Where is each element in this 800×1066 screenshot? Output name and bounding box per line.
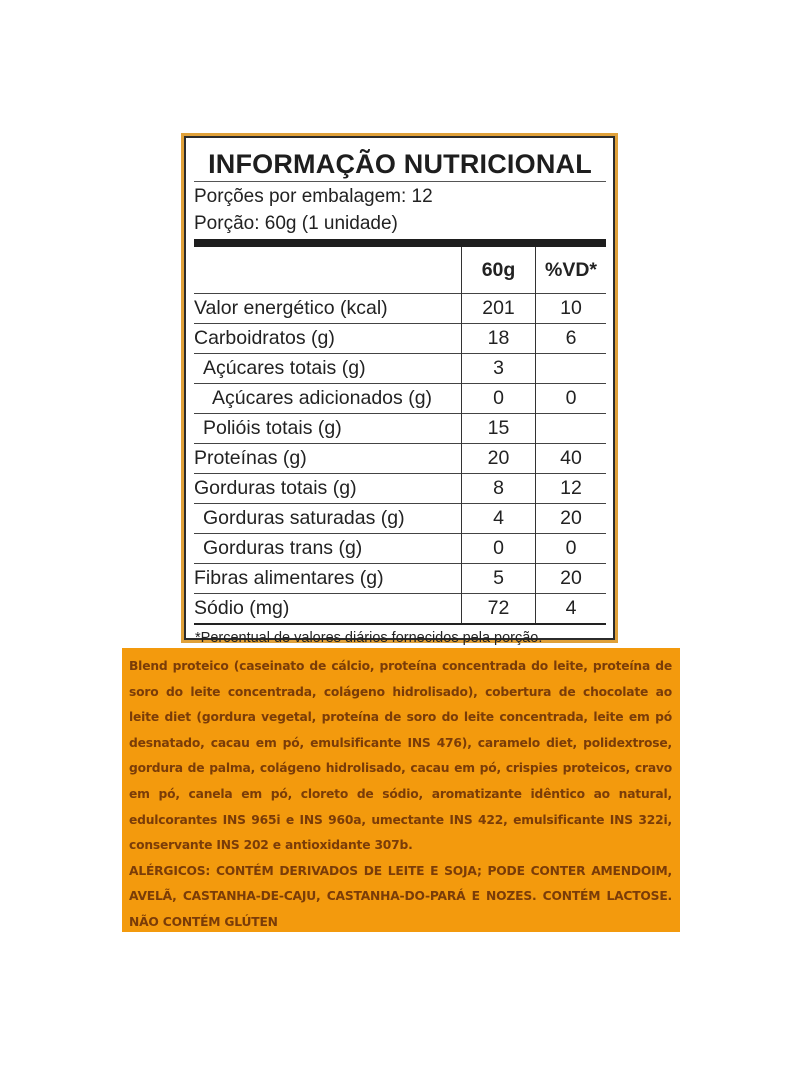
- nutrient-amount: 20: [462, 444, 536, 474]
- nutrient-vd: 20: [536, 504, 607, 534]
- nutrient-amount: 3: [462, 354, 536, 384]
- nutrient-vd: 12: [536, 474, 607, 504]
- nutrient-vd: 10: [536, 294, 607, 324]
- serving-size: Porção: 60g (1 unidade): [194, 213, 398, 234]
- nutrient-vd: [536, 354, 607, 384]
- thick-divider: [194, 239, 606, 247]
- daily-value-footnote: *Percentual de valores diários fornecidos pela porção.: [195, 630, 543, 646]
- nutrient-name: Valor energético (kcal): [194, 297, 388, 319]
- header-nutrient: [194, 247, 462, 294]
- nutrient-name: Fibras alimentares (g): [194, 567, 384, 589]
- table-row: [194, 474, 606, 504]
- nutrient-name: Sódio (mg): [194, 597, 290, 619]
- nutrient-amount: 0: [462, 534, 536, 564]
- table-row: [194, 324, 606, 354]
- nutrient-amount: 5: [462, 564, 536, 594]
- servings-per-package: Porções por embalagem: 12: [194, 186, 433, 207]
- nutrient-name: Açúcares totais (g): [203, 357, 366, 379]
- table-row: [194, 444, 606, 474]
- allergens-text: ALÉRGICOS: CONTÉM DERIVADOS DE LEITE E SOJA; PODE CONTER AMENDOIM, AVELÃ, CASTANHA-DE-CAJU, CASTANHA-DO-PARÁ E NOZES. CONTÉM LACTOSE. NÃO CONTÉM GLÚTEN: [129, 863, 672, 929]
- nutrient-vd: 4: [536, 594, 607, 625]
- table-row: [194, 414, 606, 444]
- nutrient-vd: 6: [536, 324, 607, 354]
- nutrient-amount: 18: [462, 324, 536, 354]
- nutrient-amount: 72: [462, 594, 536, 625]
- nutrition-table-body: [194, 294, 606, 625]
- nutrient-amount: 0: [462, 384, 536, 414]
- nutrient-vd: 20: [536, 564, 607, 594]
- table-row: [194, 354, 606, 384]
- nutrient-vd: 40: [536, 444, 607, 474]
- nutrient-name: Gorduras trans (g): [203, 537, 363, 559]
- ingredients-text: Blend proteico (caseinato de cálcio, proteína concentrada do leite, proteína de soro do leite concentrada, colágeno hidrolisado), cobertura de chocolate ao leite diet (gordura vegetal, proteína de soro do leite concentrada, leite em pó desnatado, cacau em pó, emulsificante INS 476), caramelo diet, polidextrose, gordura de palma, colágeno hidrolisado, cacau em pó, crispies proteicos, cravo em pó, canela em pó, cloreto de sódio, aromatizante idêntico ao natural, edulcorantes INS 965i e INS 960a, umectante INS 422, emulsificante INS 322i, conservante INS 202 e antioxidante 307b.: [129, 659, 672, 853]
- table-row: [194, 594, 606, 625]
- nutrient-name: Gorduras saturadas (g): [203, 507, 405, 529]
- nutrient-amount: 201: [462, 294, 536, 324]
- table-row: [194, 504, 606, 534]
- nutrient-amount: 8: [462, 474, 536, 504]
- nutrient-name: Carboidratos (g): [194, 327, 335, 349]
- nutrient-name: Proteínas (g): [194, 447, 307, 469]
- header-daily-value: %VD*: [536, 247, 607, 294]
- table-row: [194, 534, 606, 564]
- nutrient-name: Gorduras totais (g): [194, 477, 357, 499]
- table-row: [194, 294, 606, 324]
- table-row: [194, 564, 606, 594]
- table-row: [194, 384, 606, 414]
- nutrient-name: Açúcares adicionados (g): [212, 387, 433, 409]
- nutrient-amount: 15: [462, 414, 536, 444]
- header-per-portion: 60g: [462, 247, 536, 294]
- label-title: INFORMAÇÃO NUTRICIONAL: [194, 148, 606, 182]
- nutrient-amount: 4: [462, 504, 536, 534]
- nutrient-name: Polióis totais (g): [203, 417, 342, 439]
- nutrient-vd: 0: [536, 534, 607, 564]
- nutrient-vd: [536, 414, 607, 444]
- nutrient-vd: 0: [536, 384, 607, 414]
- ingredients-panel: [122, 648, 680, 932]
- table-header-row: [194, 247, 606, 294]
- nutrition-table: [194, 247, 606, 625]
- nutrition-label-frame: [181, 133, 618, 646]
- nutrition-label: [184, 136, 615, 646]
